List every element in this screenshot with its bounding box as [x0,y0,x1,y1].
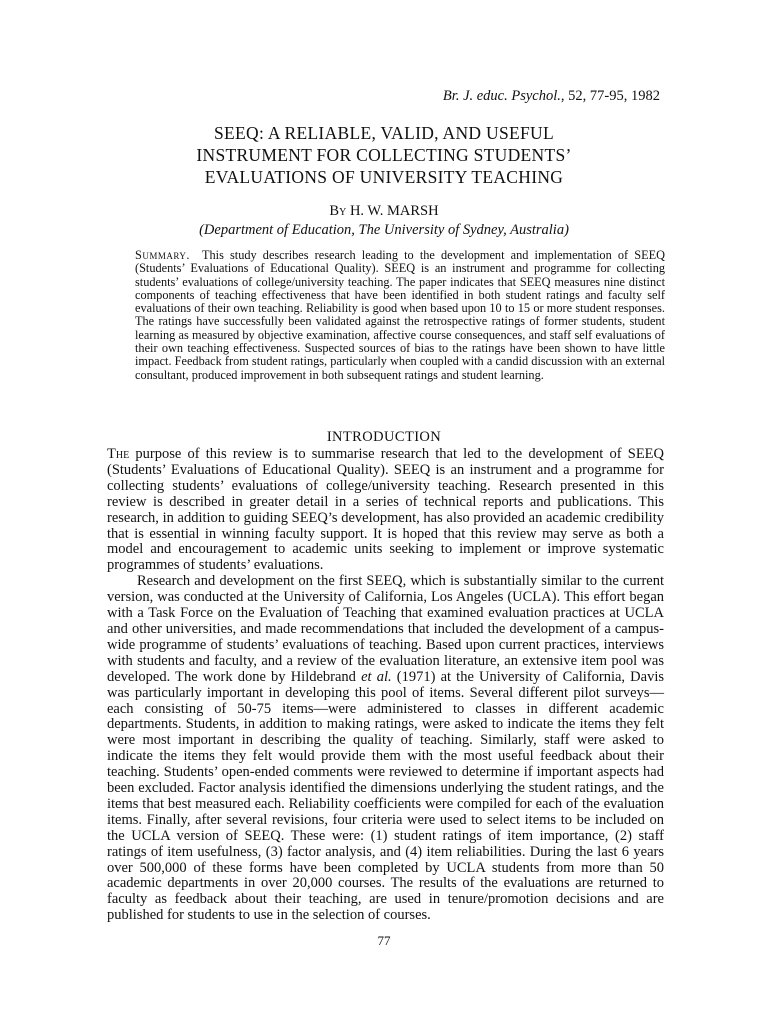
article-title [0,122,768,188]
paragraph-2 [107,574,664,924]
paragraph-1-lead: The [107,446,130,462]
title-line-2: INSTRUMENT FOR COLLECTING STUDENTS’ [196,145,572,165]
page-number: 77 [377,933,391,948]
section-heading-introduction: INTRODUCTION [326,429,442,445]
paragraph-2-text-b: (1971) at the University of California, Davis was particularly important in developing this pool of items. Several different pilot surveys—each consisting of 50-75 items—were administered to classes in different academic departments. Students, in addition to making ratings, were asked to indicate the items they felt were most important in describing the quality of teaching. Similarly, staff were asked to indicate the items they felt would provide them with the most useful feedback about their teaching. Students’ open-ended comments were reviewed to determine if important aspects had been excluded. Factor analysis identified the dimensions underlying the student ratings, and the items that best measured each. Reliability coefficients were compiled for each of the evaluation items. Finally, after several revisions, four criteria were used to select items to be included on the UCLA version of SEEQ. These were: (1) student ratings of item importance, (2) staff ratings of item usefulness, (3) factor analysis, and (4) item reliabilities. During the last 6 years over 500,000 of these forms have been completed by UCLA students from more than 50 academic departments in over 20,000 courses. The results of the evaluations are returned to faculty as feedback about their teaching, are used in tenure/promotion decisions and are published for students to use in the selection of courses. [107,668,665,924]
byline [0,202,768,220]
author-name: H. W. MARSH [349,203,439,219]
author-affiliation: (Department of Education, The University of Sydney, Australia) [199,222,569,238]
paragraph-1-text: purpose of this review is to summarise research that led to the development of SEEQ (Students’ Evaluations of Educational Quality). SEEQ is an instrument and a programme for collecting students’ evaluations of college/university teaching. Research presented in this review is described in greater detail in a series of technical reports and publications. This research, in addition to guiding SEEQ’s development, has also provided an academic credibility that is essential in winning faculty support. It is hoped that this review may serve as both a model and encouragement to academic units seeking to implement or improve systematic programmes of students’ evaluations. [107,446,665,574]
paragraph-1 [107,447,664,574]
journal-volume-pages: , 52, 77-95, 1982 [560,88,660,104]
title-line-1: SEEQ: A RELIABLE, VALID, AND USEFUL [214,123,554,143]
summary-label: Summary. [135,248,190,262]
journal-citation [443,88,660,105]
summary-text: This study describes research leading to the development and implementation of SEEQ (Students’ Evaluations of Educational Quality). SEEQ is an instrument and programme for collecting students’ evaluations of college/university teaching. The paper indicates that SEEQ measures nine distinct components of teaching effectiveness that have been identified in both student ratings and faculty self evaluations of their own teaching. Reliability is good when based upon 10 to 15 or more student responses. The ratings have successfully been validated against the retrospective ratings of former students, student learning as measured by objective examination, affective course consequences, and staff self evaluations of their own teaching effectiveness. Suspected sources of bias to the ratings have been shown to have little impact. Feedback from student ratings, particularly when coupled with a candid discussion with an external consultant, produced improvement in both subsequent ratings and student learning. [135,248,665,382]
journal-name: Br. J. educ. Psychol. [442,88,561,104]
paragraph-2-text-a: Research and development on the first SEEQ, which is substantially similar to the current version, was conducted at the University of California, Los Angeles (UCLA). This effort began with a Task Force on the Evaluation of Teaching that examined evaluation practices at UCLA and other universities, and made recommendations that included the development of a campus-wide programme of students’ evaluations of teaching. Based upon current practices, interviews with students and faculty, and a review of the evaluation literature, an extensive item pool was developed. The work done by Hildebrand [107,573,664,685]
citation-et-al: et al. [361,668,392,685]
summary-abstract [135,249,665,382]
introduction-body [107,447,664,924]
title-line-3: EVALUATIONS OF UNIVERSITY TEACHING [204,167,564,187]
byline-prefix: By [329,203,347,219]
